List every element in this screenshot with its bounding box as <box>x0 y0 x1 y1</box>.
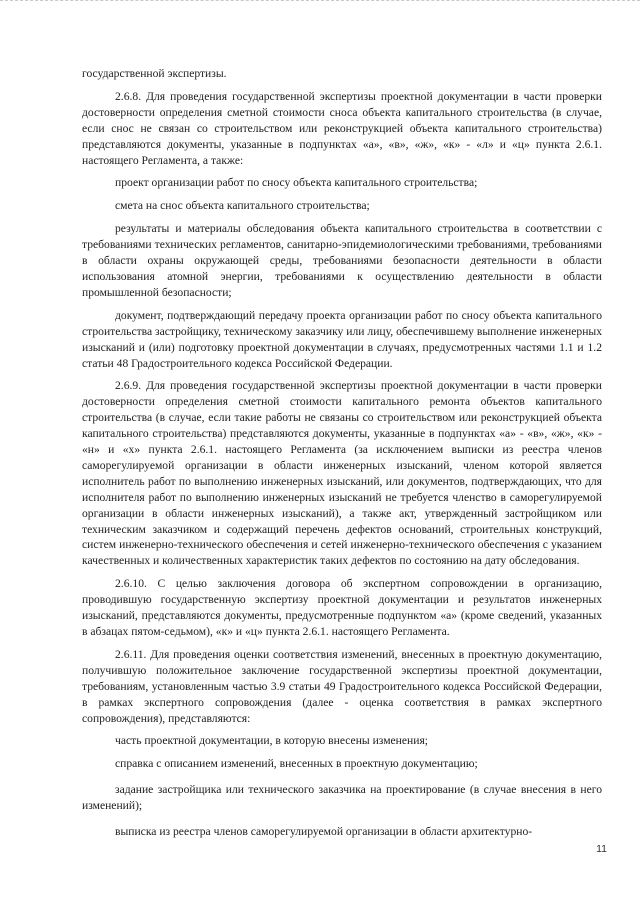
list-item-demolition-project: проект организации работ по сносу объекта капитального строительства; <box>115 176 478 190</box>
list-item-survey-results: результаты и материалы обследования объекта капитального строительства в соответствии с требованиями технических регламентов, санитарно-эпидемиологическими требованиями, требованиями в области охраны окружающей среды, требованиями безопасности деятельности в области использования атомной энергии, требованиями к осуществлению деятельности в области промышленной безопасности; <box>82 222 602 299</box>
list-item-change-description: справка с описанием изменений, внесенных в проектную документацию; <box>115 757 478 771</box>
paragraph-2-6-9: 2.6.9. Для проведения государственной экспертизы проектной документации в части проверки достоверности определения сметной стоимости капитального ремонта объектов капитального строительства (в случае, если такие работы не связаны со строительством или реконструкцией объекта капитального строительства) представляются документы, указанные в подпунктах «а» - «в», «ж», «к» - «н» и «х» пункта 2.6.1. настоящего Регламента (за исключением выписки из реестра членов саморегулируемой организации в области инженерных изысканий, членом которой является исполнитель работ по выполнению инженерных изысканий, или документов, подтверждающих, что для исполнителя работ по выполнению инженерных изысканий не требуется членство в саморегулируемой организации в области инженерных изысканий), а также акт, утвержденный застройщиком или техническим заказчиком и содержащий перечень дефектов оснований, строительных конструкций, систем инженерно-технического обеспечения и сетей инженерно-технического обеспечения с указанием качественных и количественных характеристик таких дефектов по состоянию на дату обследования. <box>82 379 602 568</box>
document-page <box>82 66 602 850</box>
paragraph-2-6-11: 2.6.11. Для проведения оценки соответствия изменений, внесенных в проектную документацию, получившую положительное заключение государственной экспертизы проектной документации, требованиям, установленным частью 3.9 статьи 49 Градостроительного кодекса Российской Федерации, в рамках экспертного сопровождения (далее - оценка соответствия в рамках экспертного сопровождения), представляются: <box>82 647 602 725</box>
paragraph-2-6-8: 2.6.8. Для проведения государственной экспертизы проектной документации в части проверки достоверности определения сметной стоимости сноса объекта капитального строительства (в случае, если снос не связан со строительством или реконструкцией объекта капитального строительства) представляются документы, указанные в подпунктах «а», «в», «ж», «к» - «л» и «ц» пункта 2.6.1. настоящего Регламента, а также: <box>82 89 602 167</box>
page-number: 11 <box>596 843 607 855</box>
list-item-demolition-estimate: смета на снос объекта капитального строительства; <box>115 199 370 213</box>
list-item-transfer-document: документ, подтверждающий передачу проекта организации работ по сносу объекта капитального строительства застройщику, техническому заказчику или лицу, обеспечившему выполнение инженерных изысканий и (или) подготовку проектной документации в случаях, предусмотренных частями 1.1 и 1.2 статьи 48 Градостроительного кодекса Российской Федерации. <box>82 308 602 370</box>
list-item-design-assignment: задание застройщика или технического заказчика на проектирование (в случае внесения в него изменений); <box>82 783 602 813</box>
paragraph-2-6-10: 2.6.10. С целью заключения договора об экспертном сопровождении в организацию, проводившую государственную экспертизу проектной документации и результатов инженерных изысканий, представляются документы, предусмотренные подпунктом «а» (кроме сведений, указанных в абзацах пятом-седьмом), «к» и «ц» пункта 2.6.1. настоящего Регламента. <box>82 577 602 638</box>
paragraph-continuation: государственной экспертизы. <box>82 67 227 80</box>
scan-edge <box>0 0 640 7</box>
list-item-changed-docs: часть проектной документации, в которую внесены изменения; <box>115 734 428 748</box>
list-item-registry-extract: выписка из реестра членов саморегулируемой организации в области архитектурно- <box>115 825 533 839</box>
